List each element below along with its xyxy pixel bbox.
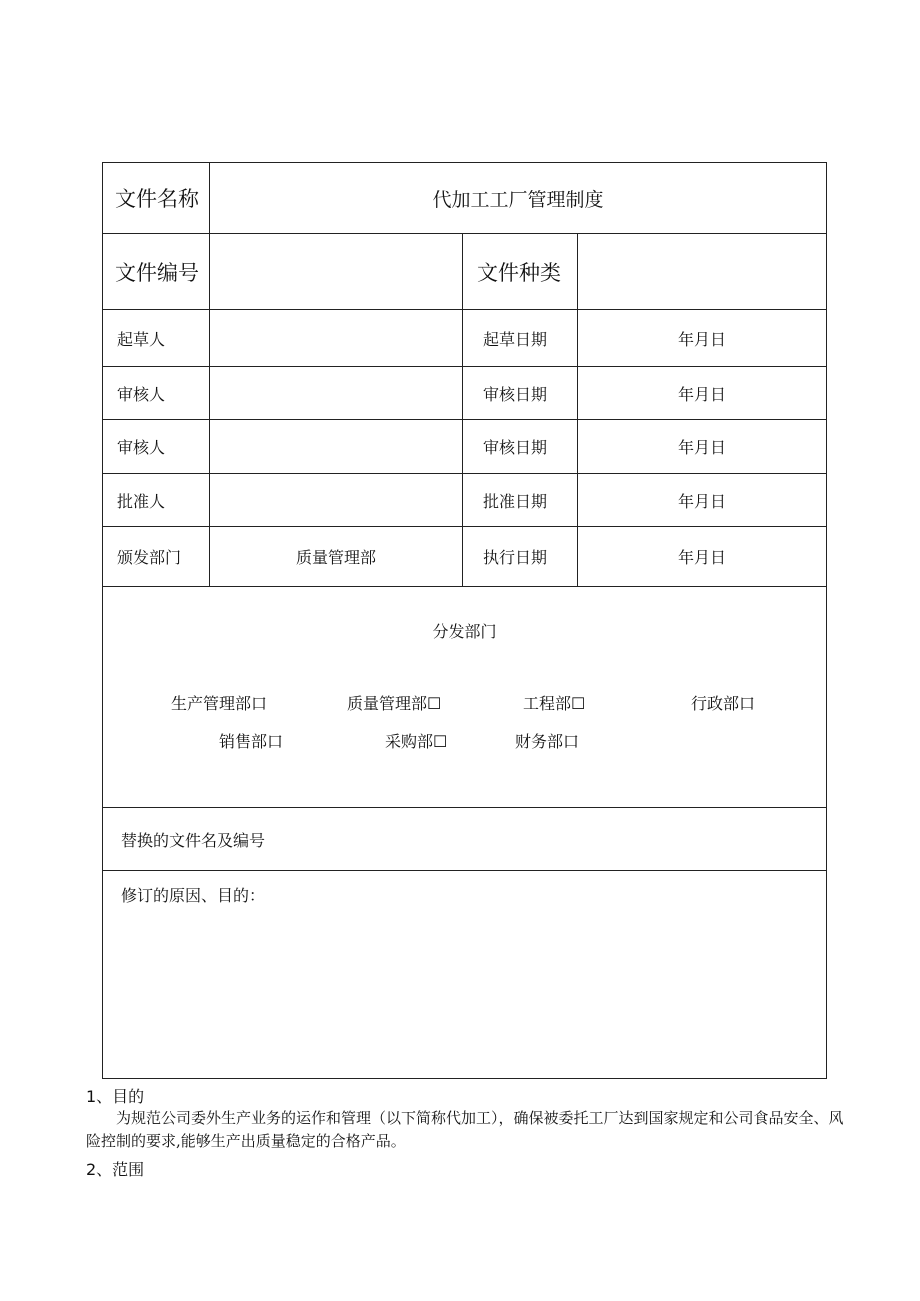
dept-admin-checkbox[interactable]: 行政部口: [691, 694, 756, 713]
approver-value: [210, 474, 463, 527]
review-date-value: 年月日: [578, 420, 827, 474]
reviewer-value: [210, 420, 463, 474]
doc-type-value: [578, 234, 827, 310]
table-row: [103, 420, 827, 474]
replaced-doc-row: [103, 808, 827, 871]
table-row: [103, 367, 827, 420]
section-1-text: 为规范公司委外生产业务的运作和管理（以下简称代加工），确保被委托工厂达到国家规定和公司食品安全、风险控制的要求,能够生产出质量稳定的合格产品。: [86, 1109, 844, 1150]
distribution-row: [103, 587, 827, 808]
reviewer-value: [210, 367, 463, 420]
doc-name-label: 文件名称: [103, 163, 210, 234]
effective-date-value: 年月日: [578, 527, 827, 587]
drafter-label: 起草人: [103, 310, 210, 367]
review-date-value: 年月日: [578, 367, 827, 420]
effective-date-label: 执行日期: [463, 527, 578, 587]
review-date-label: 审核日期: [463, 367, 578, 420]
doc-no-label: 文件编号: [103, 234, 210, 310]
distribution-block: [103, 587, 826, 807]
drafter-value: [210, 310, 463, 367]
doc-name-row: [103, 163, 827, 234]
dept-sales-checkbox[interactable]: 销售部口: [219, 732, 284, 751]
revision-row: [103, 871, 827, 1079]
doc-no-value: [210, 234, 463, 310]
draft-date-label: 起草日期: [463, 310, 578, 367]
draft-date-value: 年月日: [578, 310, 827, 367]
approve-date-value: 年月日: [578, 474, 827, 527]
doc-type-label: 文件种类: [463, 234, 578, 310]
dept-purchasing-checkbox[interactable]: 采购部☐: [385, 732, 448, 751]
doc-name-value: 代加工工厂管理制度: [210, 163, 827, 234]
section-1-paragraph: [86, 1107, 846, 1153]
approver-label: 批准人: [103, 474, 210, 527]
table-row: [103, 474, 827, 527]
distribution-title: 分发部门: [432, 622, 497, 641]
reviewer-label: 审核人: [103, 420, 210, 474]
replaced-doc-label: 替换的文件名及编号: [103, 808, 827, 871]
section-1-heading: 1、目的: [86, 1087, 145, 1106]
issuing-dept-label: 颁发部门: [103, 527, 210, 587]
dept-production-checkbox[interactable]: 生产管理部口: [171, 694, 268, 713]
table-row: [103, 310, 827, 367]
reviewer-label: 审核人: [103, 367, 210, 420]
dept-finance-checkbox[interactable]: 财务部口: [515, 732, 580, 751]
review-date-label: 审核日期: [463, 420, 578, 474]
doc-no-row: [103, 234, 827, 310]
document-control-table: [102, 162, 827, 1079]
revision-reason-label: 修订的原因、目的：: [103, 871, 827, 1079]
table-row: [103, 527, 827, 587]
dept-quality-checkbox[interactable]: 质量管理部☐: [347, 694, 442, 713]
dept-engineering-checkbox[interactable]: 工程部☐: [523, 694, 586, 713]
distribution-cell: [103, 587, 827, 808]
issuing-dept-value: 质量管理部: [210, 527, 463, 587]
section-2-heading: 2、范围: [86, 1160, 145, 1179]
approve-date-label: 批准日期: [463, 474, 578, 527]
